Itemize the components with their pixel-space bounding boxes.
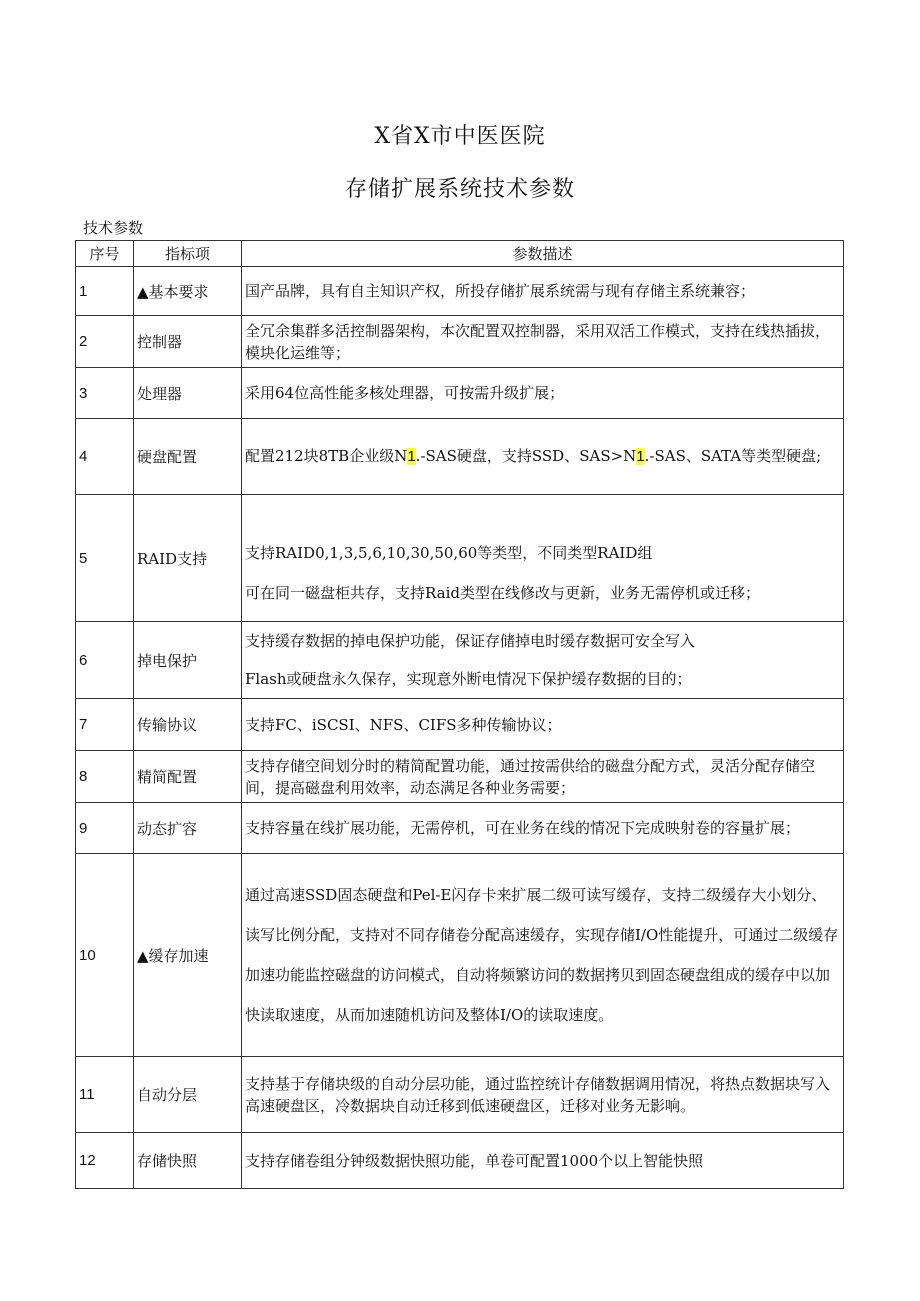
- document-title: X省X市中医医院: [374, 124, 546, 149]
- desc-part: 配置212块8TB企业级N: [245, 447, 408, 465]
- desc-line: 支持缓存数据的掉电保护功能，保证存储掉电时缓存数据可安全写入: [245, 632, 696, 650]
- table-row: [76, 854, 844, 1057]
- table-row: [76, 368, 844, 419]
- row-item: 精简配置: [134, 751, 242, 803]
- row-no: 8: [76, 751, 134, 803]
- header-no: 序号: [76, 241, 134, 267]
- row-desc: 支持存储卷组分钟级数据快照功能，单卷可配置1000个以上智能快照: [242, 1133, 844, 1189]
- table-row: [76, 495, 844, 622]
- row-no: 3: [76, 368, 134, 419]
- table-row: [76, 316, 844, 368]
- desc-part: .-SAS硬盘，支持SSD、SAS>N: [415, 447, 637, 465]
- row-no: 5: [76, 495, 134, 622]
- row-no: 4: [76, 419, 134, 495]
- row-item: ▲基本要求: [134, 267, 242, 316]
- table-row: [76, 419, 844, 495]
- table-row: [76, 751, 844, 803]
- desc-line: 支持RAID0,1,3,5,6,10,30,50,60等类型，不同类型RAID组: [245, 544, 653, 562]
- row-desc: 通过高速SSD固态硬盘和Pel-E闪存卡来扩展二级可读写缓存，支持二级缓存大小划分、读写比例分配，支持对不同存储卷分配高速缓存，实现存储I/O性能提升，可通过二级缓存加速功能监控磁盘的访问模式，自动将频繁访问的数据拷贝到固态硬盘组成的缓存中以加快读取速度，从而加速随机访问及整体I/O的读取速度。: [242, 854, 844, 1057]
- section-label: 技术参数: [83, 219, 144, 237]
- row-desc: 采用64位高性能多核处理器，可按需升级扩展；: [242, 368, 844, 419]
- row-desc: 支持FC、iSCSI、NFS、CIFS多种传输协议；: [242, 699, 844, 751]
- highlight-mark: 1: [636, 448, 645, 465]
- spec-table: [75, 240, 844, 1189]
- row-item: 控制器: [134, 316, 242, 368]
- row-desc: [242, 622, 844, 699]
- table-row: [76, 267, 844, 316]
- highlight-mark: 1: [407, 448, 416, 465]
- table-row: [76, 1057, 844, 1133]
- header-item: 指标项: [134, 241, 242, 267]
- header-desc: 参数描述: [242, 241, 844, 267]
- desc-part: .-SAS、SATA等类型硬盘;: [644, 447, 822, 465]
- row-item: 动态扩容: [134, 803, 242, 854]
- row-desc: 支持存储空间划分时的精简配置功能，通过按需供给的磁盘分配方式，灵活分配存储空间，提高磁盘利用效率，动态满足各种业务需要；: [242, 751, 844, 803]
- row-no: 12: [76, 1133, 134, 1189]
- row-desc: 支持基于存储块级的自动分层功能，通过监控统计存储数据调用情况，将热点数据块写入高速硬盘区，冷数据块自动迁移到低速硬盘区，迁移对业务无影响。: [242, 1057, 844, 1133]
- table-row: [76, 803, 844, 854]
- row-no: 11: [76, 1057, 134, 1133]
- row-no: 2: [76, 316, 134, 368]
- table-header-row: [76, 241, 844, 267]
- row-item: 硬盘配置: [134, 419, 242, 495]
- row-item: ▲缓存加速: [134, 854, 242, 1057]
- table-row: [76, 622, 844, 699]
- row-desc: 全冗余集群多活控制器架构，本次配置双控制器，采用双活工作模式，支持在线热插拔，模块化运维等；: [242, 316, 844, 368]
- row-item: 存储快照: [134, 1133, 242, 1189]
- row-desc: 支持容量在线扩展功能，无需停机，可在业务在线的情况下完成映射卷的容量扩展；: [242, 803, 844, 854]
- row-desc: 国产品牌，具有自主知识产权，所投存储扩展系统需与现有存储主系统兼容；: [242, 267, 844, 316]
- row-item: 传输协议: [134, 699, 242, 751]
- row-no: 7: [76, 699, 134, 751]
- row-desc: [242, 419, 844, 495]
- row-no: 6: [76, 622, 134, 699]
- row-no: 10: [76, 854, 134, 1057]
- row-item: 掉电保护: [134, 622, 242, 699]
- row-item: RAID支持: [134, 495, 242, 622]
- table-row: [76, 1133, 844, 1189]
- row-desc: [242, 495, 844, 622]
- table-row: [76, 699, 844, 751]
- desc-line: 可在同一磁盘柜共存，支持Raid类型在线修改与更新，业务无需停机或迁移；: [245, 584, 760, 602]
- row-item: 自动分层: [134, 1057, 242, 1133]
- document-subtitle: 存储扩展系统技术参数: [344, 177, 575, 202]
- row-no: 1: [76, 267, 134, 316]
- desc-line: Flash或硬盘永久保存，实现意外断电情况下保护缓存数据的目的；: [245, 670, 692, 688]
- row-no: 9: [76, 803, 134, 854]
- row-item: 处理器: [134, 368, 242, 419]
